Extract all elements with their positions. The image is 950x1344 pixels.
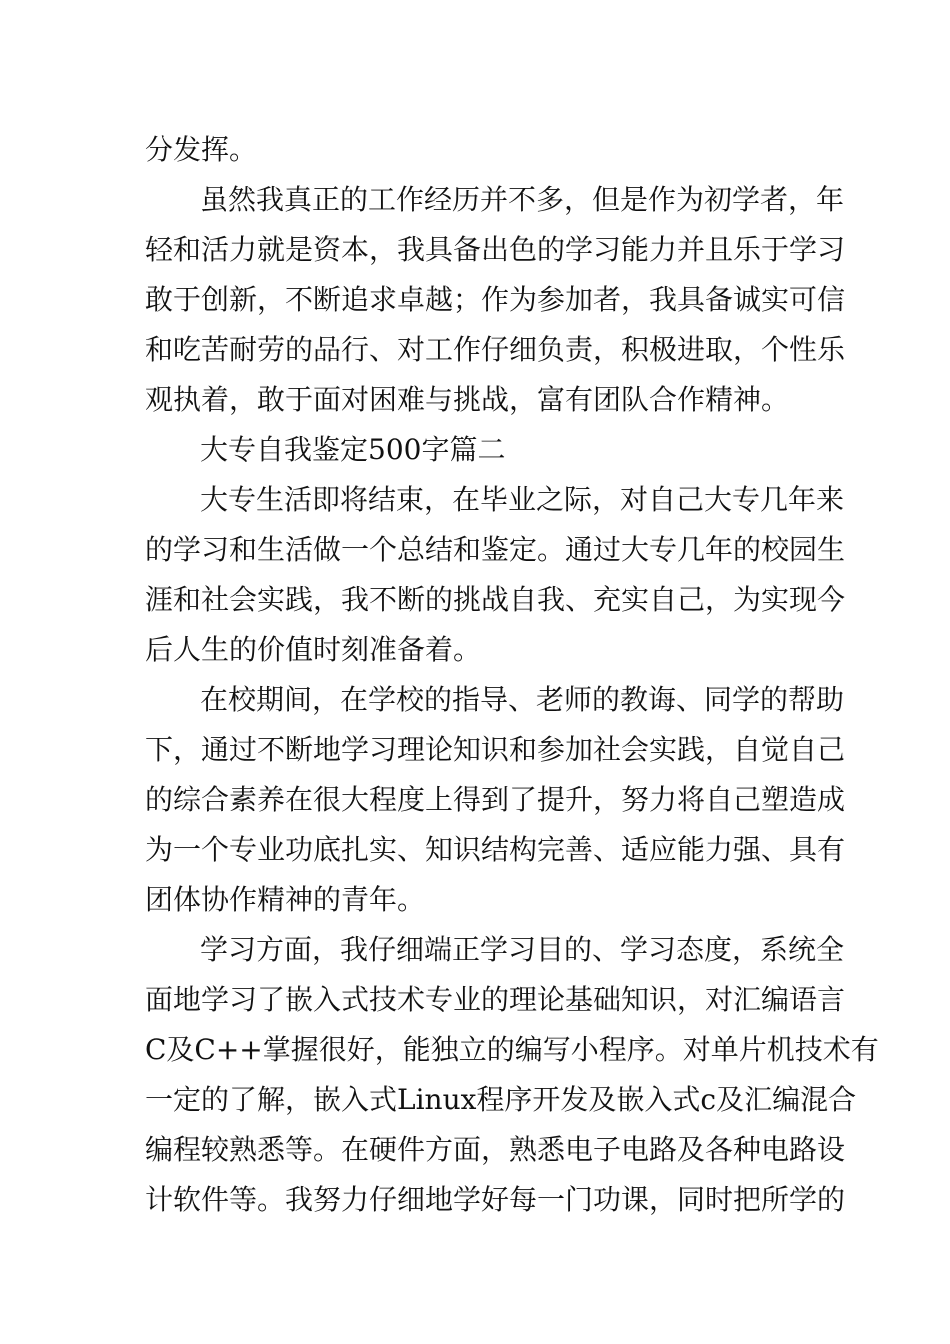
paragraph-start-line: 学习方面，我仔细端正学习目的、学习态度，系统全 — [200, 933, 845, 966]
text-line: 为一个专业功底扎实、知识结构完善、适应能力强、具有 — [145, 833, 846, 866]
text-line: 和吃苦耐劳的品行、对工作仔细负责，积极进取，个性乐 — [145, 333, 846, 366]
text-line: 计软件等。我努力仔细地学好每一门功课，同时把所学的 — [145, 1183, 846, 1216]
text-line: 涯和社会实践，我不断的挑战自我、充实自己，为实现今 — [145, 583, 846, 616]
text-line: 观执着，敢于面对困难与挑战，富有团队合作精神。 — [145, 383, 790, 416]
text-line: 的学习和生活做一个总结和鉴定。通过大专几年的校园生 — [145, 533, 846, 566]
paragraph-start-line: 大专生活即将结束，在毕业之际，对自己大专几年来 — [200, 483, 845, 516]
text-line: 后人生的价值时刻准备着。 — [145, 633, 482, 666]
text-line: 面地学习了嵌入式技术专业的理论基础知识，对汇编语言 — [145, 983, 846, 1016]
text-line: C及C++掌握很好，能独立的编写小程序。对单片机技术有 — [145, 1033, 879, 1066]
text-line: 敢于创新，不断追求卓越；作为参加者，我具备诚实可信 — [145, 283, 846, 316]
text-line: 分发挥。 — [145, 133, 258, 166]
text-line: 团体协作精神的青年。 — [145, 883, 426, 916]
text-line: 下，通过不断地学习理论知识和参加社会实践，自觉自己 — [145, 733, 846, 766]
text-line: 一定的了解，嵌入式Linux程序开发及嵌入式c及汇编混合 — [145, 1083, 857, 1116]
text-line: 轻和活力就是资本，我具备出色的学习能力并且乐于学习 — [145, 233, 846, 266]
text-line: 的综合素养在很大程度上得到了提升，努力将自己塑造成 — [145, 783, 846, 816]
paragraph-start-line: 在校期间，在学校的指导、老师的教诲、同学的帮助 — [200, 683, 845, 716]
text-line: 编程较熟悉等。在硬件方面，熟悉电子电路及各种电路设 — [145, 1133, 846, 1166]
section-heading: 大专自我鉴定500字篇二 — [200, 433, 506, 466]
paragraph-start-line: 虽然我真正的工作经历并不多，但是作为初学者，年 — [200, 183, 845, 216]
